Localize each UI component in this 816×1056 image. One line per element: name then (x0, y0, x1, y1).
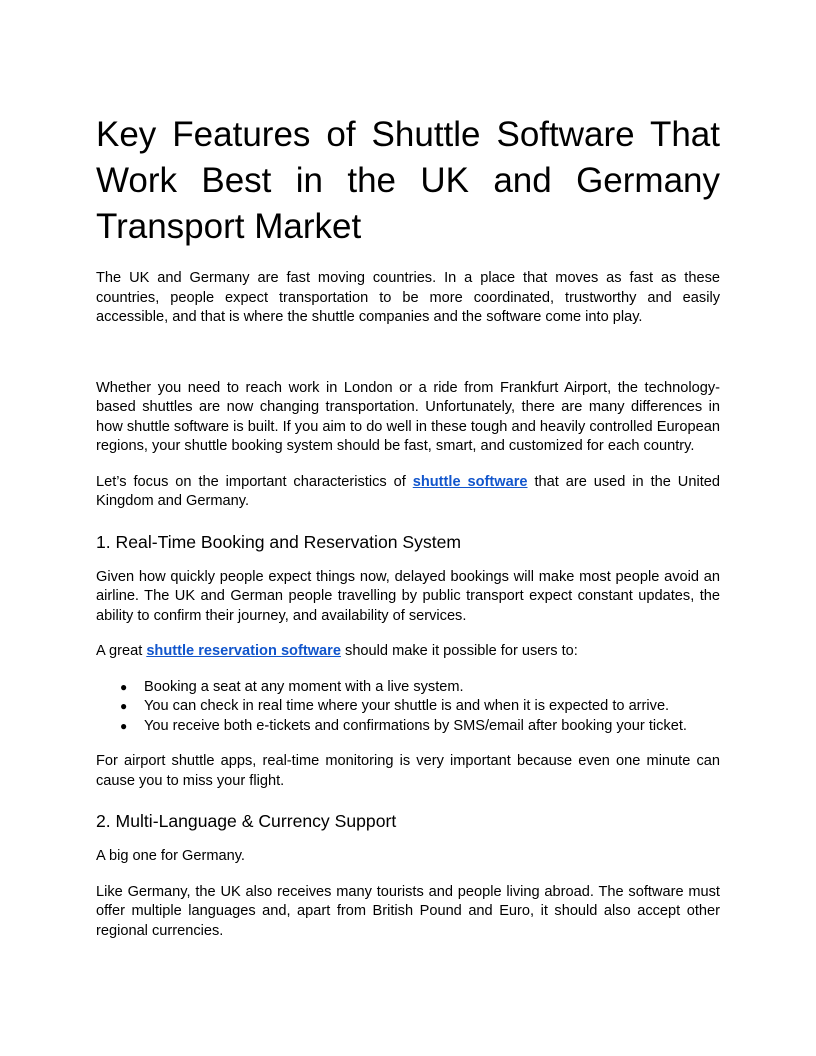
shuttle-software-link[interactable]: shuttle software (412, 473, 528, 490)
section1-link-paragraph (96, 642, 720, 662)
list-item-text: Booking a seat at any moment with a live system. (144, 678, 464, 695)
list-item (96, 717, 720, 737)
bullet-icon: ● (120, 718, 128, 733)
section1-closing-paragraph: For airport shuttle apps, real-time monitoring is very important because even one minute can cause you to miss your flight. (96, 753, 720, 789)
section1-text-before: A great (96, 643, 147, 659)
document-page (96, 112, 720, 957)
list-item-text: You can check in real time where your shuttle is and when it is expected to arrive. (144, 698, 670, 714)
list-item (96, 697, 720, 717)
context-paragraph: Whether you need to reach work in London or a ride from Frankfurt Airport, the technology-based shuttles are now changing transportation. Unfortunately, there are many differences in how shuttle software is built. If you aim to do well in these tough and heavily controlled European regions, your shuttle booking system should be fast, smart, and customized for each country. (96, 379, 720, 454)
feature-bullet-list (96, 678, 720, 737)
section2-short-paragraph: A big one for Germany. (96, 848, 245, 864)
section1-text-after: should make it possible for users to: (340, 643, 578, 659)
section2-paragraph: Like Germany, the UK also receives many tourists and people living abroad. The software must offer multiple languages and, apart from British Pound and Euro, it should also accept other regional currencies. (96, 883, 720, 939)
bullet-icon: ● (120, 699, 128, 713)
section1-heading: 1. Real-Time Booking and Reservation System (96, 531, 462, 552)
list-item-text: You receive both e-tickets and confirmations by SMS/email after booking your ticket. (144, 717, 687, 734)
focus-paragraph (96, 473, 720, 512)
list-item (96, 678, 720, 698)
bullet-icon: ● (120, 679, 128, 694)
document-title: Key Features of Shuttle Software That Work Best in the UK and Germany Transport Market (96, 115, 720, 246)
section1-paragraph: Given how quickly people expect things now, delayed bookings will make most people avoid an airline. The UK and German people travelling by public transport expect constant updates, the ability to confirm their journey, and availability of services. (96, 568, 720, 624)
focus-text-after: that are used in the United Kingdom and Germany. (96, 473, 720, 509)
focus-text-before: Let’s focus on the important characteristics of (96, 473, 413, 490)
intro-paragraph: The UK and Germany are fast moving countries. In a place that moves as fast as these countries, people expect transportation to be more coordinated, trustworthy and easily accessible, and that is where the shuttle companies and the software come into play. (96, 270, 720, 325)
shuttle-reservation-software-link[interactable]: shuttle reservation software (146, 643, 341, 659)
section2-heading: 2. Multi-Language & Currency Support (96, 811, 397, 831)
